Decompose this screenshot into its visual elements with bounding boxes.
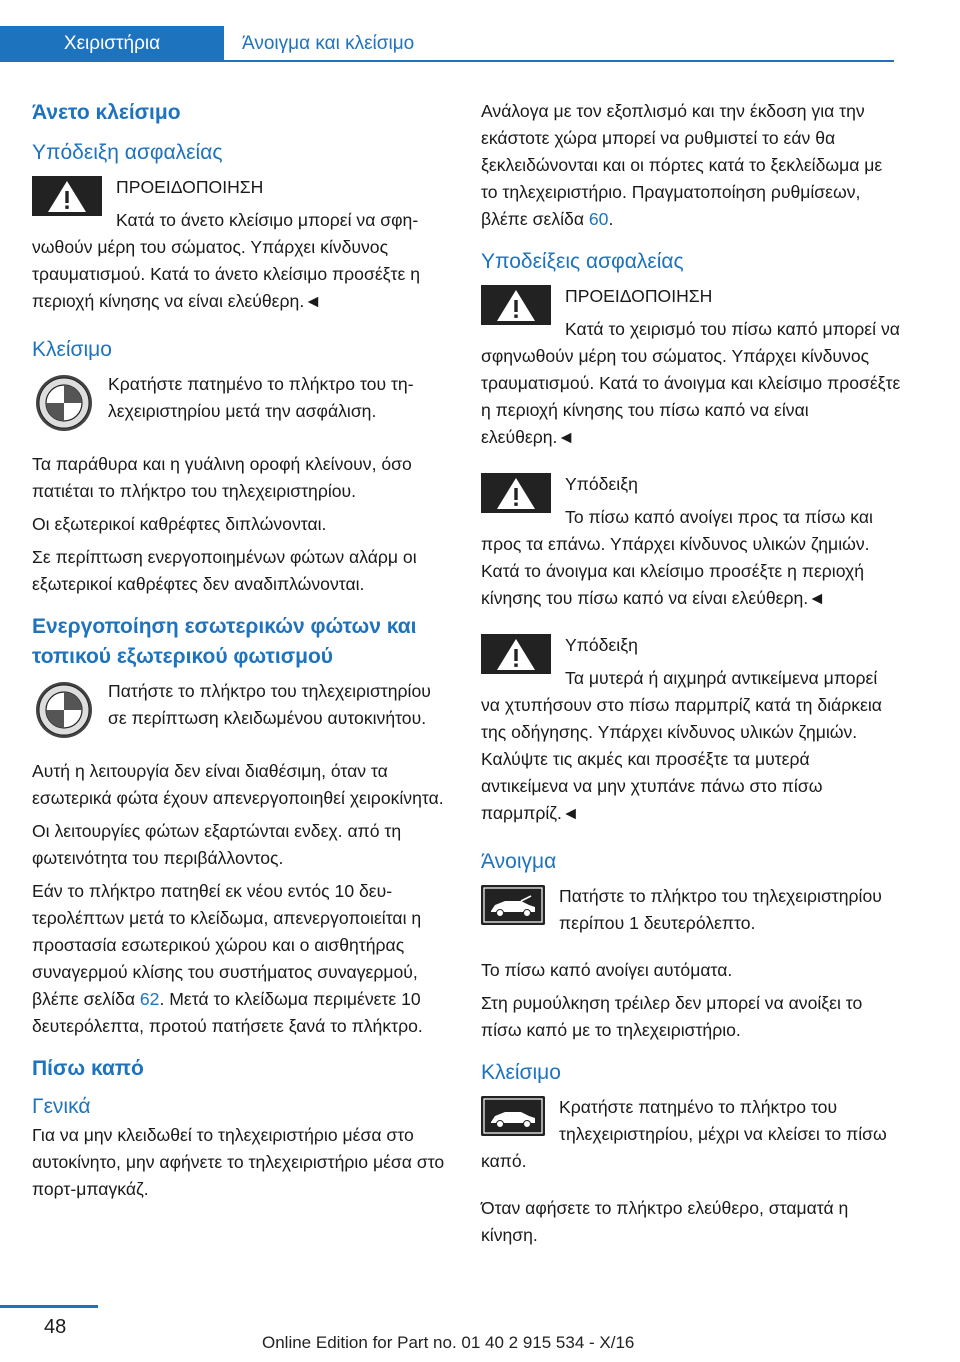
text-segment: Ανάλογα με τον εξοπλισμό και την έκδοση για την εκάστοτε χώρα μπορεί να ρυθμιστεί το εάν θα ξεκλειδώνονται και οι πόρτες κατά το ξεκλείδωμα με το τηλεχειριστήριο. Πραγματοποίηση ρυθμίσεων, βλέπε σελίδα <box>481 101 883 229</box>
closing-instruction-text: Κρατήστε πατημένο το πλήκτρο του τηλεχειριστηρίου μετά την ασφάλιση. <box>108 374 414 421</box>
right-column <box>481 98 901 1255</box>
section-tab-controls: Χειριστήρια <box>0 26 224 62</box>
heading-safety-notes: Υποδείξεις ασφαλείας <box>481 250 684 273</box>
heading-general: Γενικά <box>32 1095 91 1118</box>
warning-text: Κατά το άνετο κλείσιμο μπορεί να σφηνωθούν μέρη του σώματος. Υπάρχει κίνδυνος τραυματισμού. Κατά το άνετο κλείσιμο προσέξτε η περιοχή κίνησης να είναι ελεύθερη.◄ <box>32 210 421 311</box>
warning-label: ΠΡΟΕΙΔΟΠΟΙΗΣΗ <box>116 177 264 197</box>
warning-icon <box>481 473 551 513</box>
note-text: Το πίσω καπό ανοίγει προς τα πίσω και προς τα επάνω. Υπάρχει κίνδυνος υλικών ζημιών. Κατά το άνοιγμα και κλείσιμο προσέξτε η περιοχή κίνησης του πίσω καπό να είναι ελεύθερη.◄ <box>481 507 873 608</box>
heading-trunk: Πίσω καπό <box>32 1057 144 1080</box>
heading-closing-trunk: Κλείσιμο <box>481 1061 561 1084</box>
opening-instruction-block <box>481 883 901 943</box>
heading-safety-note: Υπόδειξη ασφαλείας <box>32 141 223 164</box>
warning-block <box>481 283 901 457</box>
warning-label: ΠΡΟΕΙΔΟΠΟΙΗΣΗ <box>565 286 713 306</box>
text-segment: . Μετά το κλείδωμα περιμένετε 10 δευτερόλεπτα, προτού πατήσετε ξανά το πλήκτρο. <box>32 989 423 1036</box>
car-trunk-icon <box>481 1096 545 1136</box>
paragraph-opens-automatically: Το πίσω καπό ανοίγει αυτόματα. <box>481 960 733 980</box>
closing-trunk-instruction-block <box>481 1094 901 1181</box>
paragraph-mirrors-fold: Οι εξωτερικοί καθρέφτες διπλώνονται. <box>32 514 327 534</box>
page-link-62[interactable]: 62 <box>139 989 160 1009</box>
text-segment: Εάν το πλήκτρο πατηθεί εκ νέου εντός 10 δευτερολέπτων μετά το κλείδωμα, απενεργοποιείται η προστασία εσωτερικού χώρου και ο αισθητήρας συναγερμού κλίσης του συστήματος συναγερμού, βλέπε σελίδα <box>32 881 422 1009</box>
heading-opening: Άνοιγμα <box>481 850 557 873</box>
bmw-logo-icon <box>32 373 94 433</box>
text-segment: . <box>608 209 614 229</box>
paragraph-mirrors-hazard: Σε περίπτωση ενεργοποιημένων φώτων αλάρμ οι εξωτερικοί καθρέφτες δεν αναδιπλώνονται. <box>32 547 417 594</box>
car-trunk-icon <box>481 885 545 925</box>
page-header <box>0 0 960 62</box>
heading-closing: Κλείσιμο <box>32 338 112 361</box>
lights-instruction-text: Πατήστε το πλήκτρο του τηλεχειριστηρίου σε περίπτωση κλειδωμένου αυτοκινήτου. <box>108 681 431 728</box>
note-block <box>481 632 901 833</box>
section-tab-opening-closing: Άνοιγμα και κλείσιμο <box>242 33 415 54</box>
closing-instruction-block <box>32 371 452 437</box>
paragraph-unlock-settings <box>481 98 901 233</box>
page-link-60[interactable]: 60 <box>588 209 609 229</box>
opening-instruction-text: Πατήστε το πλήκτρο του τηλεχειριστηρίου περίπου 1 δευτερόλεπτο. <box>559 886 882 933</box>
note-label: Υπόδειξη <box>565 635 638 655</box>
warning-text: Κατά το χειρισμό του πίσω καπό μπορεί να σφηνωθούν μέρη του σώματος. Υπάρχει κίνδυνος τραυματισμού. Κατά το άνοιγμα και κλείσιμο προσέξτε η περιοχή κίνησης του πίσω καπό να είναι ελεύθερη.◄ <box>481 319 901 447</box>
paragraph-trailer: Στη ρυμούλκηση τρέιλερ δεν μπορεί να ανοίξει το πίσω καπό με το τηλεχειριστήριο. <box>481 993 863 1040</box>
page-number: 48 <box>44 1316 67 1338</box>
warning-icon <box>32 176 102 216</box>
edition-footer: Online Edition for Part no. 01 40 2 915 534 - X/16 <box>262 1333 635 1352</box>
warning-block <box>32 174 452 321</box>
warning-icon <box>481 285 551 325</box>
paragraph-release-stops: Όταν αφήσετε το πλήκτρο ελεύθερο, σταματά η κίνηση. <box>481 1198 849 1245</box>
paragraph-manual-lights: Αυτή η λειτουργία δεν είναι διαθέσιμη, όταν τα εσωτερικά φώτα έχουν απενεργοποιηθεί χειροκίνητα. <box>32 761 444 808</box>
note-label: Υπόδειξη <box>565 474 638 494</box>
closing-trunk-instruction-text: Κρατήστε πατημένο το πλήκτρο του τηλεχειριστηρίου, μέχρι να κλείσει το πίσω καπό. <box>481 1097 887 1171</box>
paragraph-interior-protection <box>32 878 452 1040</box>
lights-instruction-block <box>32 678 452 744</box>
bmw-logo-icon <box>32 680 94 740</box>
header-divider <box>224 60 894 62</box>
warning-icon <box>481 634 551 674</box>
paragraph-brightness: Οι λειτουργίες φώτων εξαρτώνται ενδεχ. από τη φωτεινότητα του περιβάλλοντος. <box>32 821 402 868</box>
heading-comfort-close: Άνετο κλείσιμο <box>32 101 181 124</box>
left-column <box>32 98 452 1209</box>
note-text: Τα μυτερά ή αιχμηρά αντικείμενα μπορεί να χτυπήσουν στο πίσω παρμπρίζ κατά τη διάρκεια της οδήγησης. Υπάρχει κίνδυνος υλικών ζημιών. Καλύψτε τις ακμές και προσέξτε τα μυτερά αντικείμενα να μην χτυπάνε πάνω στο πίσω παρμπρίζ.◄ <box>481 668 882 823</box>
paragraph-general: Για να μην κλειδωθεί το τηλεχειριστήριο μέσα στο αυτοκίνητο, μην αφήνετε το τηλεχειριστήριο μέσα στο πορτ-μπαγκάζ. <box>32 1125 445 1199</box>
note-block <box>481 471 901 618</box>
heading-interior-lights: Ενεργοποίηση εσωτερικών φώτων και τοπικού εξωτερικού φωτισμού <box>32 615 417 668</box>
footer-divider <box>0 1305 98 1308</box>
paragraph-windows: Τα παράθυρα και η γυάλινη οροφή κλείνουν, όσο πατιέται το πλήκτρο του τηλεχειριστηρίου. <box>32 454 412 501</box>
